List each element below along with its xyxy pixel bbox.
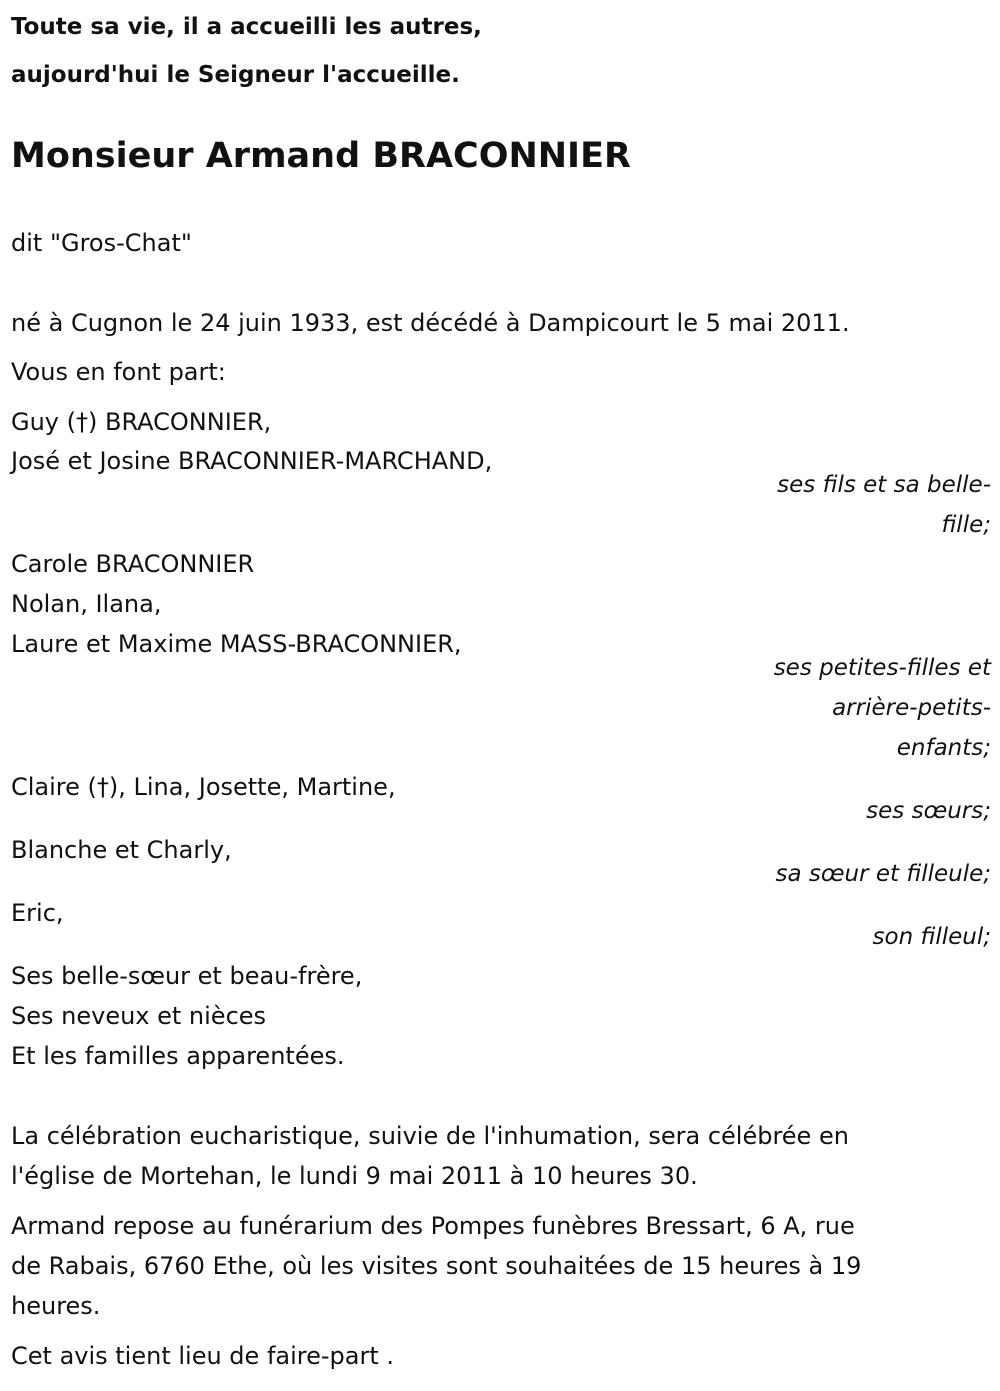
family-name-line: Nolan, Ilana, bbox=[11, 590, 162, 618]
ceremony-line: l'église de Mortehan, le lundi 9 mai 2011 à 10 heures 30. bbox=[11, 1162, 698, 1190]
family-name-line: Carole BRACONNIER bbox=[11, 550, 255, 578]
funerarium-line: de Rabais, 6760 Ethe, où les visites sont souhaitées de 15 heures à 19 bbox=[11, 1252, 862, 1280]
announce-intro: Vous en font part: bbox=[11, 358, 226, 386]
relation-label: ses petites-filles et bbox=[773, 655, 991, 681]
epigraph-line-1: Toute sa vie, il a accueilli les autres, bbox=[11, 14, 482, 40]
family-name-line: Et les familles apparentées. bbox=[11, 1042, 345, 1070]
relation-label: arrière-petits- bbox=[832, 695, 991, 721]
deceased-title: Monsieur Armand BRACONNIER bbox=[11, 136, 631, 176]
family-name-line: Claire (†), Lina, Josette, Martine, bbox=[11, 773, 396, 801]
epigraph-line-2: aujourd'hui le Seigneur l'accueille. bbox=[11, 62, 460, 88]
nickname: dit "Gros-Chat" bbox=[11, 229, 192, 257]
family-name-line: Laure et Maxime MASS-BRACONNIER, bbox=[11, 630, 462, 658]
relation-label: fille; bbox=[941, 512, 991, 538]
family-name-line: Eric, bbox=[11, 899, 64, 927]
funerarium-line: heures. bbox=[11, 1292, 101, 1320]
family-name-line: Blanche et Charly, bbox=[11, 836, 232, 864]
ceremony-line: La célébration eucharistique, suivie de l'inhumation, sera célébrée en bbox=[11, 1122, 849, 1150]
family-name-line: Ses belle-sœur et beau-frère, bbox=[11, 962, 363, 990]
relation-label: enfants; bbox=[896, 735, 991, 761]
birth-death-statement: né à Cugnon le 24 juin 1933, est décédé à Dampicourt le 5 mai 2011. bbox=[11, 309, 850, 337]
relation-label: ses sœurs; bbox=[866, 798, 991, 824]
family-name-line: José et Josine BRACONNIER-MARCHAND, bbox=[11, 447, 493, 475]
relation-label: son filleul; bbox=[872, 924, 991, 950]
relation-label: ses fils et sa belle- bbox=[777, 472, 991, 498]
family-name-line: Guy (†) BRACONNIER, bbox=[11, 408, 272, 436]
relation-label: sa sœur et filleule; bbox=[775, 861, 991, 887]
family-name-line: Ses neveux et nièces bbox=[11, 1002, 267, 1030]
closing-note: Cet avis tient lieu de faire-part . bbox=[11, 1342, 395, 1370]
funerarium-line: Armand repose au funérarium des Pompes funèbres Bressart, 6 A, rue bbox=[11, 1212, 855, 1240]
